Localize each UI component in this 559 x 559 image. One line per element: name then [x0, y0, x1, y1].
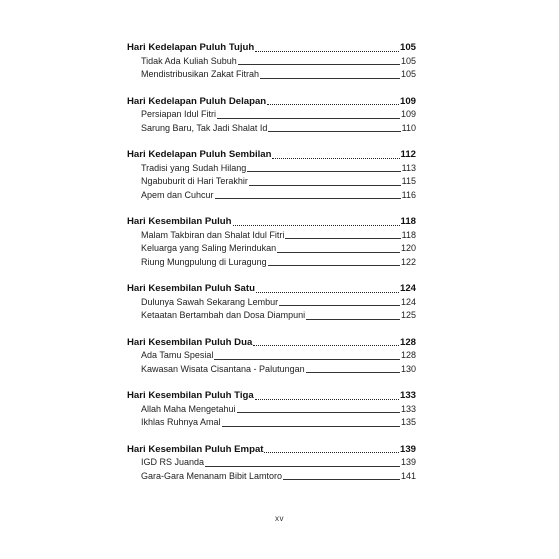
toc-entry[interactable]: [127, 242, 416, 256]
toc-entry-title: Ngabuburit di Hari Terakhir: [141, 176, 248, 186]
toc-entry-title: Mendistribusikan Zakat Fitrah: [141, 69, 260, 79]
toc-entry[interactable]: [127, 349, 416, 363]
toc-entry[interactable]: [127, 229, 416, 243]
chapter-heading-page: 139: [399, 443, 416, 455]
chapter-heading-page: 109: [399, 95, 416, 107]
toc-entry[interactable]: [127, 309, 416, 323]
toc-entry-title: IGD RS Juanda: [141, 457, 205, 467]
dot-leader: [215, 197, 401, 199]
chapter-heading-page: 133: [399, 390, 416, 401]
dot-leader: [253, 344, 399, 346]
toc-entry[interactable]: [127, 470, 416, 484]
toc-entry-page: 110: [401, 122, 416, 133]
dot-leader: [306, 371, 400, 373]
dot-leader: [205, 465, 400, 467]
toc-entry-page: 122: [400, 256, 416, 267]
toc-entry-page: 105: [400, 55, 416, 66]
dot-leader: [217, 117, 400, 119]
dot-leader: [255, 398, 399, 400]
dot-leader: [268, 130, 400, 132]
toc-entry-title: Tradisi yang Sudah Hilang: [141, 162, 247, 173]
toc-entry[interactable]: [127, 189, 416, 203]
chapter-block: [127, 282, 416, 323]
dot-leader: [267, 103, 399, 105]
dot-leader: [237, 411, 400, 413]
dot-leader: [268, 264, 400, 266]
chapter-heading[interactable]: [127, 95, 416, 109]
toc-entry-page: 139: [400, 457, 416, 467]
chapter-heading-page: 124: [399, 283, 416, 294]
toc-entry-page: 124: [400, 296, 416, 307]
chapter-block: [127, 148, 416, 202]
toc-entry[interactable]: [127, 296, 416, 310]
toc-entry-title: Allah Maha Mengetahui: [141, 403, 236, 414]
toc-entry-page: 118: [401, 229, 416, 240]
toc-entry-title: Apem dan Cuhcur: [141, 189, 214, 200]
toc-entry-page: 116: [401, 189, 416, 200]
toc-entry-page: 109: [400, 109, 416, 119]
toc-entry-title: Ada Tamu Spesial: [141, 350, 214, 360]
dot-leader: [264, 451, 399, 453]
dot-leader: [256, 291, 399, 293]
toc-entry-page: 113: [401, 162, 416, 173]
toc-entry[interactable]: [127, 363, 416, 377]
toc-entry-page: 135: [400, 417, 416, 427]
chapter-heading-page: 128: [399, 336, 416, 348]
toc-entry[interactable]: [127, 403, 416, 417]
dot-leader: [306, 318, 400, 320]
chapter-heading-page: 112: [400, 149, 416, 160]
toc-entry-title: Malam Takbiran dan Shalat Idul Fitri: [141, 229, 285, 240]
toc-entry[interactable]: [127, 108, 416, 122]
dot-leader: [247, 170, 400, 172]
chapter-heading-title: Hari Kesembilan Puluh Dua: [127, 336, 253, 348]
chapter-block: [127, 215, 416, 269]
toc-entry-title: Tidak Ada Kuliah Subuh: [141, 55, 237, 66]
chapter-heading-title: Hari Kesembilan Puluh Tiga: [127, 390, 254, 401]
chapter-heading[interactable]: [127, 389, 416, 403]
chapter-heading-title: Hari Kesembilan Puluh: [127, 216, 232, 227]
chapter-heading[interactable]: [127, 41, 416, 55]
toc-entry[interactable]: [127, 122, 416, 136]
toc-entry[interactable]: [127, 175, 416, 189]
toc-entry[interactable]: [127, 68, 416, 82]
dot-leader: [283, 478, 400, 480]
chapter-heading-title: Hari Kedelapan Puluh Sembilan: [127, 149, 272, 160]
dot-leader: [249, 184, 401, 186]
dot-leader: [279, 304, 400, 306]
toc-entry-page: 125: [400, 310, 416, 320]
chapter-heading[interactable]: [127, 215, 416, 229]
toc-entry-title: Riung Mungpulung di Luragung: [141, 256, 267, 267]
chapter-block: [127, 389, 416, 430]
toc-entry-title: Ikhlas Ruhnya Amal: [141, 417, 221, 427]
toc-entry-title: Dulunya Sawah Sekarang Lembur: [141, 296, 279, 307]
toc-entry[interactable]: [127, 416, 416, 430]
chapter-heading-title: Hari Kedelapan Puluh Delapan: [127, 95, 267, 107]
toc-entry[interactable]: [127, 162, 416, 176]
dot-leader: [277, 251, 400, 253]
toc-entry-title: Gara-Gara Menanam Bibit Lamtoro: [141, 470, 283, 481]
toc-entry-page: 133: [400, 403, 416, 414]
toc-entry-page: 141: [400, 470, 416, 481]
chapter-heading-title: Hari Kesembilan Puluh Satu: [127, 283, 255, 294]
toc-entry-page: 105: [400, 69, 416, 79]
dot-leader: [255, 50, 399, 52]
toc-entry-page: 128: [400, 350, 416, 360]
toc-entry-title: Kawasan Wisata Cisantana - Palutungan: [141, 363, 305, 374]
chapter-block: [127, 443, 416, 484]
chapter-block: [127, 95, 416, 136]
toc-entry-title: Keluarga yang Saling Merindukan: [141, 243, 277, 253]
toc-entry-page: 130: [400, 363, 416, 374]
dot-leader: [272, 157, 399, 159]
toc-entry-title: Sarung Baru, Tak Jadi Shalat Id: [141, 122, 268, 133]
chapter-block: [127, 336, 416, 377]
table-of-contents: [127, 41, 416, 496]
toc-entry-page: 120: [400, 243, 416, 253]
chapter-heading-page: 105: [399, 42, 416, 53]
chapter-heading-page: 118: [400, 216, 416, 227]
chapter-heading[interactable]: [127, 282, 416, 296]
toc-entry-title: Ketaatan Bertambah dan Dosa Diampuni: [141, 310, 306, 320]
page-number-footer: xv: [275, 514, 284, 523]
chapter-block: [127, 41, 416, 82]
chapter-heading[interactable]: [127, 443, 416, 457]
toc-entry[interactable]: [127, 456, 416, 470]
dot-leader: [222, 425, 400, 427]
chapter-heading[interactable]: [127, 148, 416, 162]
dot-leader: [285, 237, 400, 239]
toc-entry[interactable]: [127, 55, 416, 69]
chapter-heading[interactable]: [127, 336, 416, 350]
dot-leader: [238, 63, 400, 65]
dot-leader: [233, 224, 400, 226]
toc-entry[interactable]: [127, 256, 416, 270]
dot-leader: [214, 358, 400, 360]
toc-entry-page: 115: [401, 176, 416, 186]
toc-entry-title: Persiapan Idul Fitri: [141, 109, 217, 119]
dot-leader: [260, 77, 400, 79]
chapter-heading-title: Hari Kedelapan Puluh Tujuh: [127, 42, 255, 53]
chapter-heading-title: Hari Kesembilan Puluh Empat: [127, 443, 264, 455]
